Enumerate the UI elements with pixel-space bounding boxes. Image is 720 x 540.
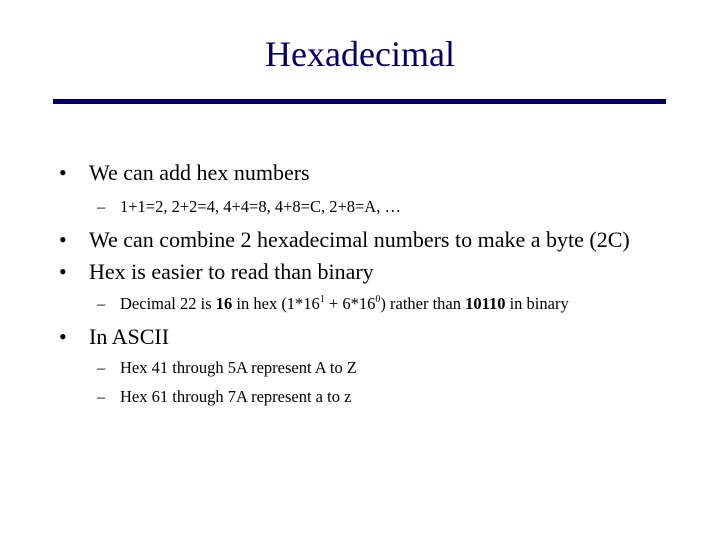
sub-text-part: in hex (1*16	[232, 294, 320, 313]
dash-marker: –	[97, 197, 106, 216]
slide-title: Hexadecimal	[265, 34, 455, 74]
dash-marker: –	[97, 358, 106, 377]
sub-text-part: + 6*16	[324, 294, 376, 313]
bullet-easier-binary	[59, 259, 374, 285]
sub-text: Hex 41 through 5A represent A to Z	[120, 358, 357, 377]
sub-ascii-lower	[97, 387, 351, 407]
sub-decimal-example	[97, 294, 569, 314]
bullet-ascii	[59, 324, 169, 350]
binary-value: 10110	[465, 294, 506, 313]
title-divider	[53, 99, 666, 104]
bullet-text: We can combine 2 hexadecimal numbers to make a byte (2C)	[89, 227, 630, 252]
exponent: 0	[375, 294, 381, 305]
sub-add-examples	[97, 197, 401, 217]
sub-text-part: in binary	[505, 294, 569, 313]
sub-text-part: ) rather than	[380, 294, 466, 313]
sub-text: 1+1=2, 2+2=4, 4+4=8, 4+8=C, 2+8=A, …	[120, 197, 401, 216]
sub-text: Hex 61 through 7A represent a to z	[120, 387, 352, 406]
bullet-marker: •	[59, 160, 67, 185]
bullet-text: Hex is easier to read than binary	[89, 259, 374, 284]
bullet-add-hex	[59, 160, 310, 186]
hex-value: 16	[215, 294, 233, 313]
bullet-combine-byte	[59, 227, 630, 253]
bullet-text: We can add hex numbers	[89, 160, 310, 185]
bullet-marker: •	[59, 227, 67, 252]
bullet-marker: •	[59, 324, 67, 349]
bullet-marker: •	[59, 259, 67, 284]
dash-marker: –	[97, 387, 106, 406]
sub-text-part: Decimal 22 is	[120, 294, 216, 313]
dash-marker: –	[97, 294, 106, 313]
bullet-text: In ASCII	[89, 324, 170, 349]
sub-ascii-upper	[97, 358, 357, 378]
exponent: 1	[319, 294, 325, 305]
